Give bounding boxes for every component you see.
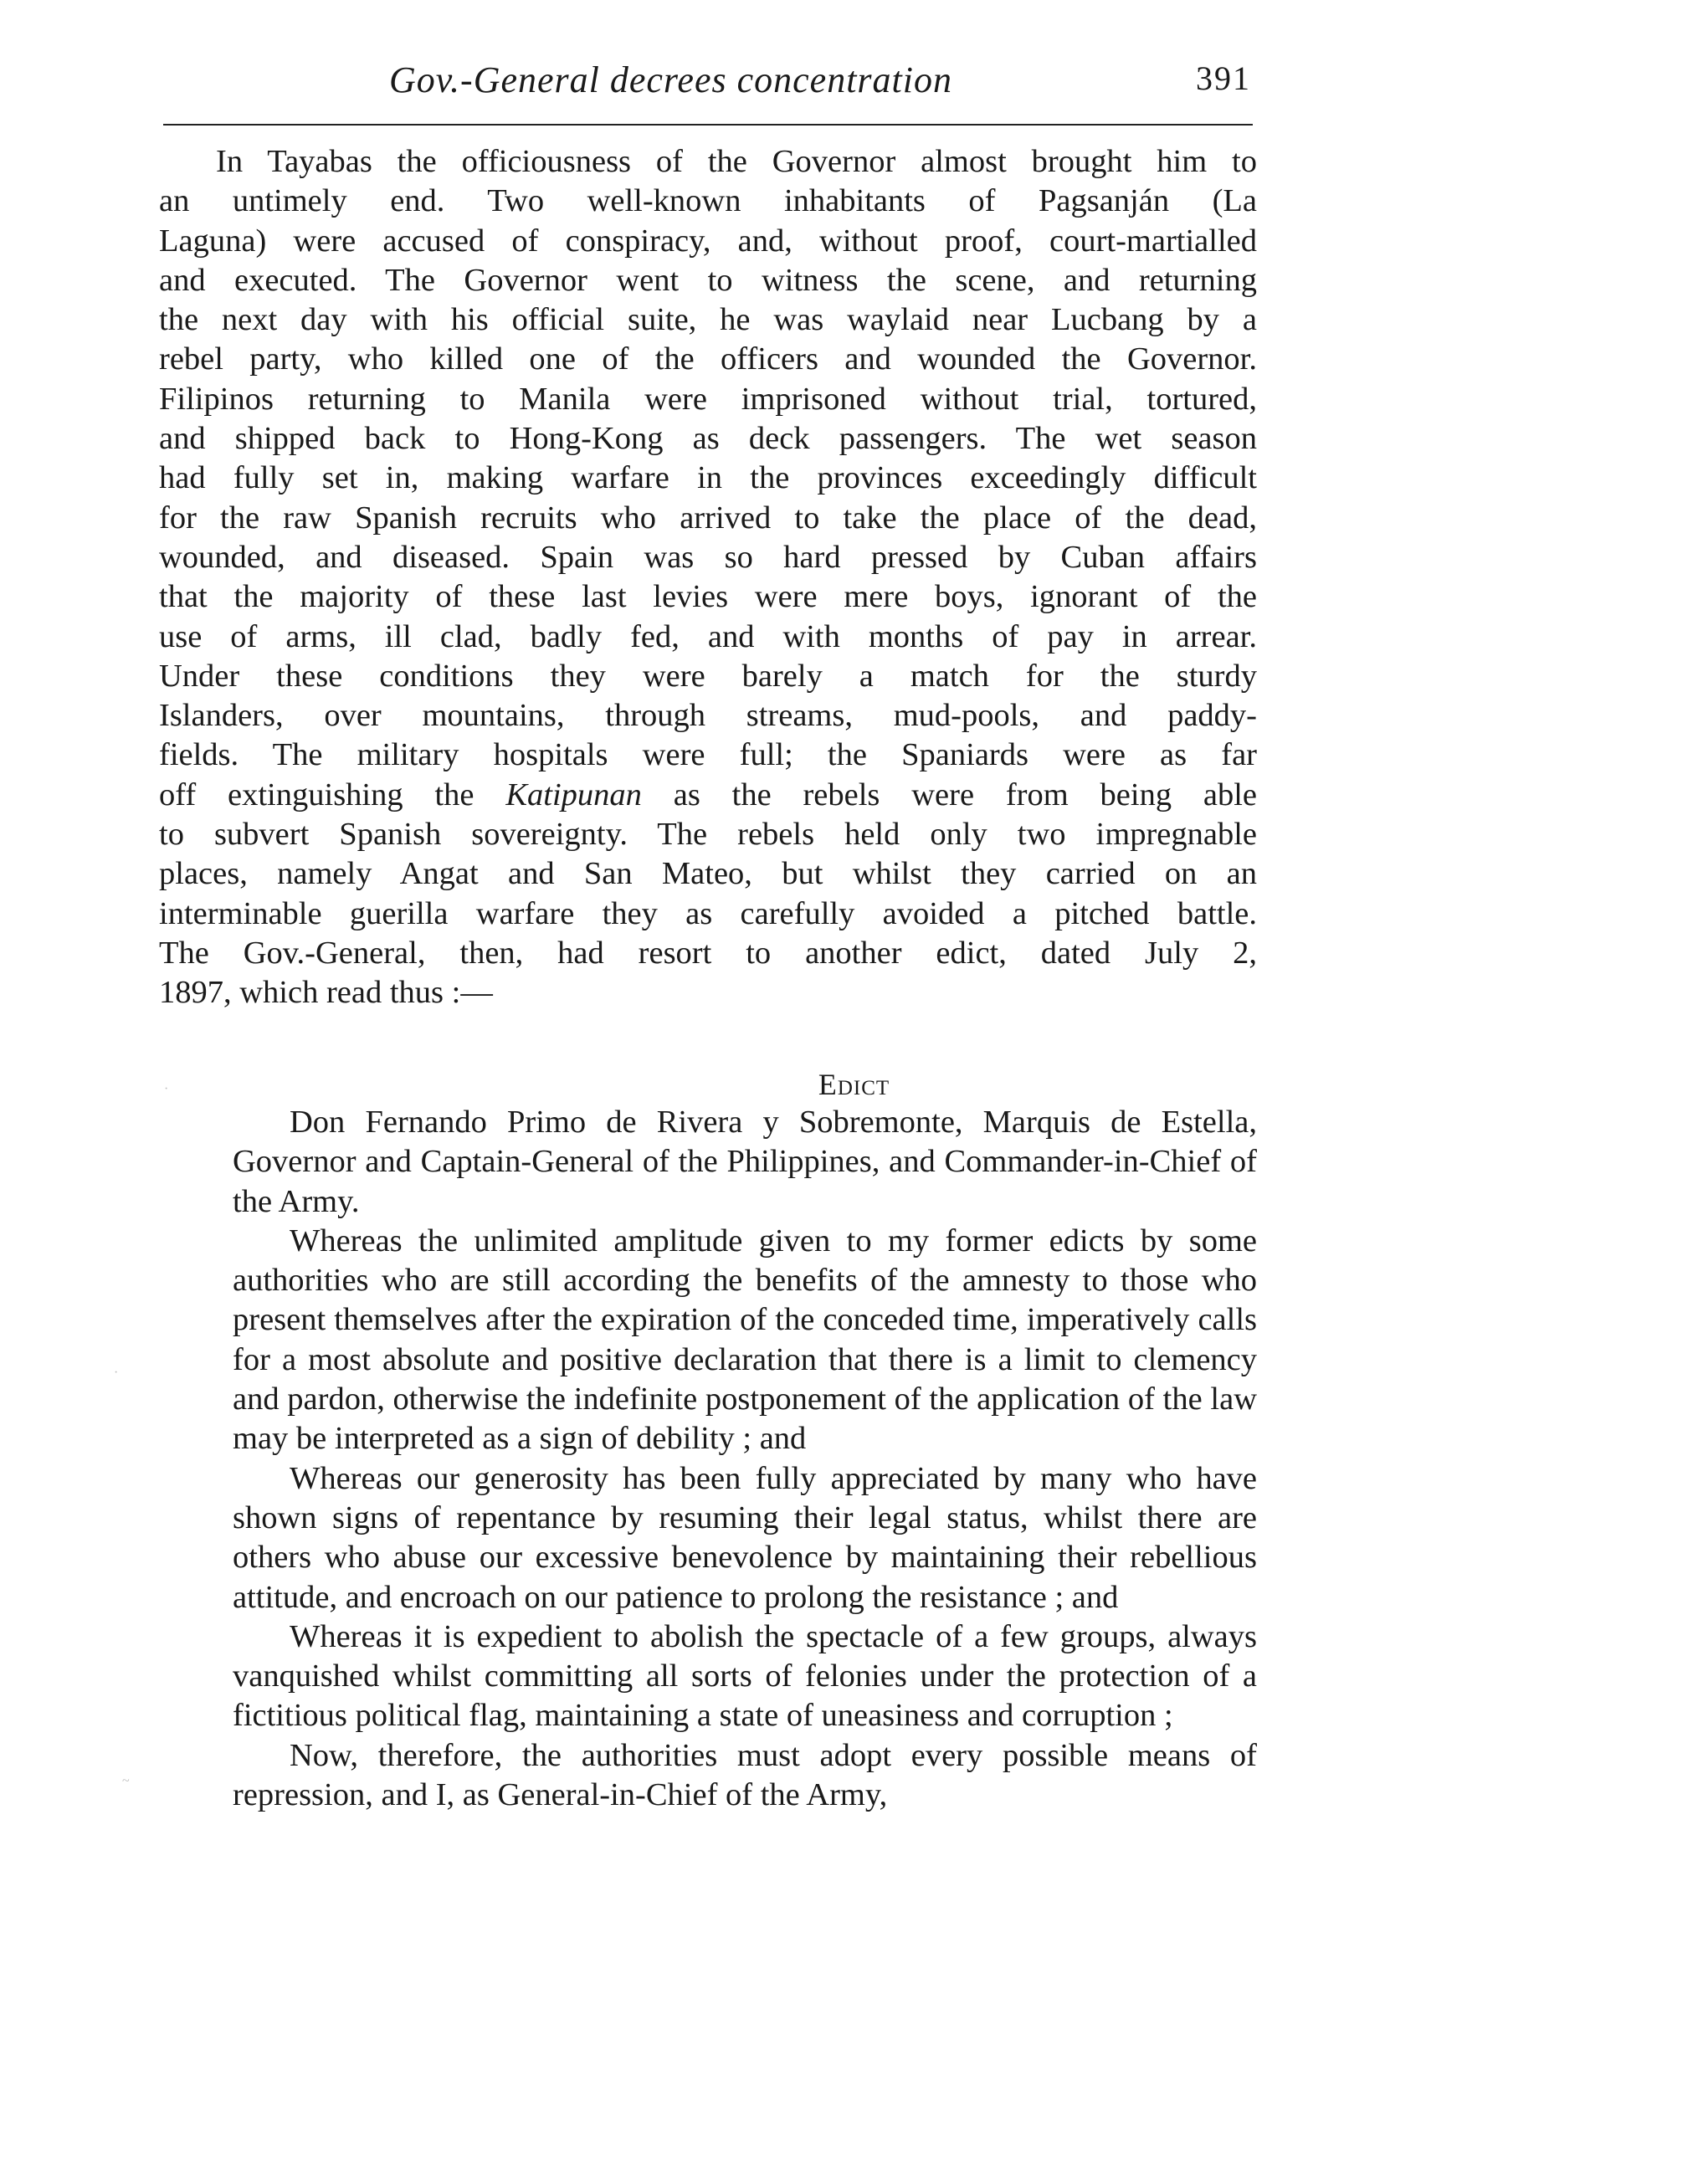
text-line: that the majority of these last levies were mere boys, ignorant of the xyxy=(159,579,1257,615)
edict-paragraph: Whereas our generosity has been fully appreciated by many who have shown signs of repentance by resuming their legal status, whilst there are others who abuse our excessive benevolence by maintaining their rebellious attitude, and encroach on our patience to prolong the resistance ; and xyxy=(233,1460,1257,1615)
text-line: the next day with his official suite, he was waylaid near Lucbang by a xyxy=(159,302,1257,338)
text-line: interminable guerilla warfare they as carefully avoided a pitched battle. xyxy=(159,895,1257,931)
text-line: had fully set in, making warfare in the provinces exceedingly difficult xyxy=(159,460,1257,496)
running-head xyxy=(163,59,1251,117)
text-line: Laguna) were accused of conspiracy, and, without proof, court-martialled xyxy=(159,223,1257,259)
text-line: Under these conditions they were barely a match for the sturdy xyxy=(159,658,1257,694)
text-line: 1897, which read thus :— xyxy=(159,975,493,1011)
text-line: an untimely end. Two well-known inhabitants of Pagsanján (La xyxy=(159,183,1257,219)
edict-paragraph: Whereas the unlimited amplitude given to my former edicts by some authorities who are still according the benefits of the amnesty to those who present themselves after the expiration of the conceded time, imperatively calls for a most absolute and positive declaration that there is a limit to clemency and pardon, otherwise the indefinite postponement of the application of the law may be interpreted as a sign of debility ; and xyxy=(233,1223,1257,1457)
text-line xyxy=(159,776,1257,815)
text-line: wounded, and diseased. Spain was so hard pressed by Cuban affairs xyxy=(159,539,1257,575)
scan-speck: · xyxy=(164,1082,169,1096)
text-line: for the raw Spanish recruits who arrived to take the place of the dead, xyxy=(159,500,1257,536)
text-line-end: as the rebels were from being able xyxy=(673,777,1258,812)
italic-term-katipunan: Katipunan xyxy=(505,777,642,812)
text-line: to subvert Spanish sovereignty. The rebels held only two impregnable xyxy=(159,817,1257,853)
edict-heading: Edict xyxy=(818,1068,890,1101)
text-line: In Tayabas the officiousness of the Governor almost brought him to xyxy=(216,144,1257,179)
running-title: Gov.-General decrees concentration xyxy=(389,59,952,100)
text-line: places, namely Angat and San Mateo, but whilst they carried on an xyxy=(159,856,1257,892)
edict-paragraph: Now, therefore, the authorities must adopt every possible means of repression, and I, as General-in-Chief of the Army, xyxy=(233,1737,1257,1813)
edict-paragraph: Don Fernando Primo de Rivera y Sobremonte, Marquis de Estella, Governor and Captain-General of the Philippines, and Commander-in-Chief of the Army. xyxy=(233,1105,1257,1219)
scan-speck: · xyxy=(114,1366,119,1380)
scan-speck: ~ xyxy=(122,1774,130,1788)
body-paragraph xyxy=(159,142,1257,1013)
text-line-start: off extinguishing the xyxy=(159,777,474,812)
text-line: and executed. The Governor went to witness the scene, and returning xyxy=(159,262,1257,298)
text-line: Filipinos returning to Manila were imprisoned without trial, tortured, xyxy=(159,381,1257,417)
text-line: use of arms, ill clad, badly fed, and with months of pay in arrear. xyxy=(159,618,1257,654)
page-number: 391 xyxy=(1196,59,1251,97)
text-line: fields. The military hospitals were full; the Spaniards were as far xyxy=(159,737,1257,773)
text-line: The Gov.-General, then, had resort to another edict, dated July 2, xyxy=(159,935,1257,971)
edict-body xyxy=(233,1103,1257,1815)
edict-paragraph: Whereas it is expedient to abolish the spectacle of a few groups, always vanquished whilst committing all sorts of felonies under the protection of a fictitious political flag, maintaining a state of uneasiness and corruption ; xyxy=(233,1618,1257,1734)
text-line: rebel party, who killed one of the officers and wounded the Governor. xyxy=(159,341,1257,377)
text-line: Islanders, over mountains, through streams, mud-pools, and paddy- xyxy=(159,698,1257,734)
header-rule xyxy=(163,124,1253,126)
text-line: and shipped back to Hong-Kong as deck passengers. The wet season xyxy=(159,421,1257,457)
